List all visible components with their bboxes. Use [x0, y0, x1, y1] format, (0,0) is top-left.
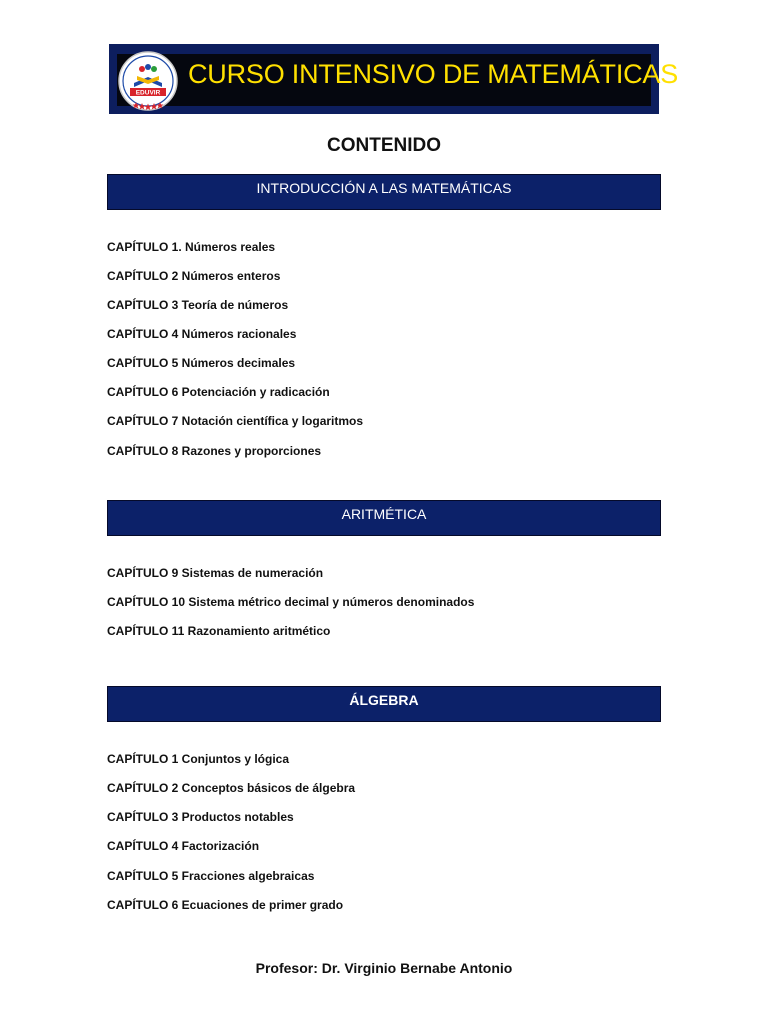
chapter-item: CAPÍTULO 9 Sistemas de numeración [107, 566, 324, 580]
chapter-item: CAPÍTULO 5 Números decimales [107, 356, 296, 370]
eduvir-logo-icon [117, 50, 179, 112]
chapter-item: CAPÍTULO 4 Factorización [107, 839, 260, 853]
section-header-introduccion: INTRODUCCIÓN A LAS MATEMÁTICAS [107, 174, 661, 210]
chapter-item: CAPÍTULO 6 Ecuaciones de primer grado [107, 898, 344, 912]
chapter-item: CAPÍTULO 6 Potenciación y radicación [107, 385, 330, 399]
professor-credit: Profesor: Dr. Virginio Bernabe Antonio [255, 960, 513, 976]
chapter-item: CAPÍTULO 3 Productos notables [107, 810, 294, 824]
chapter-item: CAPÍTULO 5 Fracciones algebraicas [107, 869, 315, 883]
page-title: CONTENIDO [327, 135, 441, 156]
chapter-item: CAPÍTULO 2 Números enteros [107, 269, 281, 283]
chapter-item: CAPÍTULO 11 Razonamiento aritmético [107, 624, 331, 638]
chapter-item: CAPÍTULO 7 Notación científica y logaritmos [107, 414, 364, 428]
chapter-item: CAPÍTULO 1 Conjuntos y lógica [107, 752, 290, 766]
course-title: CURSO INTENSIVO DE MATEMÁTICAS [188, 59, 679, 89]
chapter-item: CAPÍTULO 4 Números racionales [107, 327, 297, 341]
logo-text: EDUVIR [135, 89, 161, 97]
chapter-item: CAPÍTULO 2 Conceptos básicos de álgebra [107, 781, 356, 795]
chapter-item: CAPÍTULO 1. Números reales [107, 240, 276, 254]
chapter-item: CAPÍTULO 8 Razones y proporciones [107, 444, 322, 458]
chapter-item: CAPÍTULO 10 Sistema métrico decimal y números denominados [107, 595, 475, 609]
section-header-algebra: ÁLGEBRA [107, 686, 661, 722]
section-header-aritmetica: ARITMÉTICA [107, 500, 661, 536]
chapter-item: CAPÍTULO 3 Teoría de números [107, 298, 289, 312]
